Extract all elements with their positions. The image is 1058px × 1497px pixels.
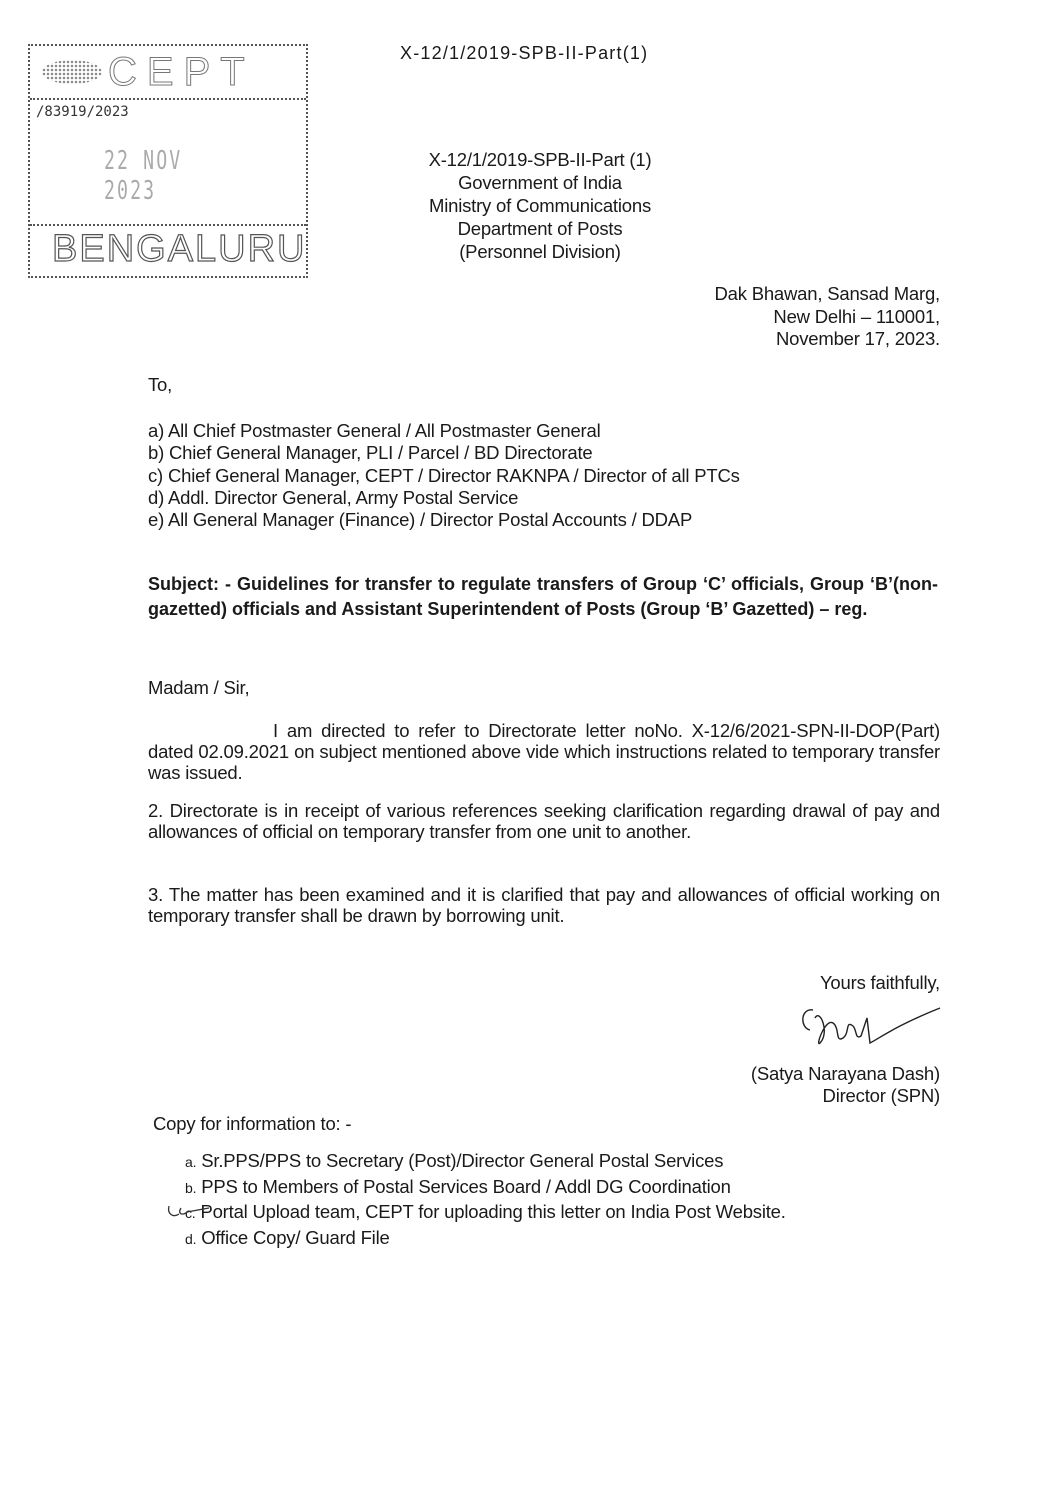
recipient: a) All Chief Postmaster General / All Postmaster General [148, 420, 601, 441]
closing: Yours faithfully, [819, 972, 940, 993]
emblem-icon [42, 60, 102, 84]
paragraph-2: 2. Directorate is in receipt of various references seeking clarification regarding drawal of pay and allowances of official on temporary transfer from one unit to another. [148, 800, 940, 842]
file-reference-top: X-12/1/2019-SPB-II-Part(1) [400, 43, 649, 63]
letterhead-line: Ministry of Communications [428, 195, 651, 216]
stamp-org: CEPT [108, 50, 255, 94]
stamp-date: 22 NOV 2023 [104, 146, 183, 206]
stamp-reg-no: /83919/2023 [36, 104, 129, 120]
signature [795, 998, 945, 1058]
recipient: e) All General Manager (Finance) / Director Postal Accounts / DDAP [148, 509, 693, 531]
greeting: Madam / Sir, [148, 677, 250, 698]
sender-address [714, 283, 940, 351]
address-line: New Delhi – 110001, [773, 305, 940, 327]
paragraph-1: I am directed to refer to Directorate letter noNo. X-12/6/2021-SPN-II-DOP(Part) dated 02.09.2021 on subject mentioned above vide which instructions related to temporary transfer was issued. [148, 720, 940, 783]
file-reference: X-12/1/2019-SPB-II-Part (1) [428, 149, 652, 170]
signatory-name: (Satya Narayana Dash) [750, 1063, 940, 1084]
recipient: d) Addl. Director General, Army Postal Service [148, 486, 519, 508]
to-label: To, [148, 374, 173, 395]
handwritten-tick-mark [165, 1200, 215, 1222]
signatory-designation: Director (SPN) [822, 1085, 940, 1106]
copy-item: c. Portal Upload team, CEPT for uploading this letter on India Post Website. [185, 1201, 786, 1222]
paragraph-3: 3. The matter has been examined and it is clarified that pay and allowances of official working on temporary transfer shall be drawn by borrowing unit. [148, 884, 940, 926]
recipient-list [148, 420, 740, 531]
copy-item: a. Sr.PPS/PPS to Secretary (Post)/Director General Postal Services [185, 1150, 724, 1171]
letterhead-line: (Personnel Division) [459, 241, 621, 262]
recipient: b) Chief General Manager, PLI / Parcel / BD Directorate [148, 442, 593, 464]
signatory-block [751, 1063, 940, 1107]
letterhead [340, 148, 740, 263]
copy-list [185, 1149, 786, 1251]
letter-date: November 17, 2023. [775, 328, 940, 349]
stamp-city: BENGALURU [52, 228, 307, 270]
letterhead-line: Department of Posts [457, 218, 623, 239]
copy-item: d. Office Copy/ Guard File [185, 1226, 390, 1248]
subject: Subject: - Guidelines for transfer to regulate transfers of Group ‘C’ officials, Group ‘B’(non-gazetted) officials and Assistant Superintendent of Posts (Group ‘B’ Gazetted) – reg. [148, 574, 938, 619]
letterhead-line: Government of India [458, 172, 622, 193]
copy-item: b. PPS to Members of Postal Services Board / Addl DG Coordination [185, 1175, 731, 1197]
received-stamp [28, 44, 308, 278]
address-line: Dak Bhawan, Sansad Marg, [714, 283, 940, 304]
copy-heading: Copy for information to: - [153, 1113, 352, 1134]
recipient: c) Chief General Manager, CEPT / Director RAKNPA / Director of all PTCs [148, 464, 740, 486]
